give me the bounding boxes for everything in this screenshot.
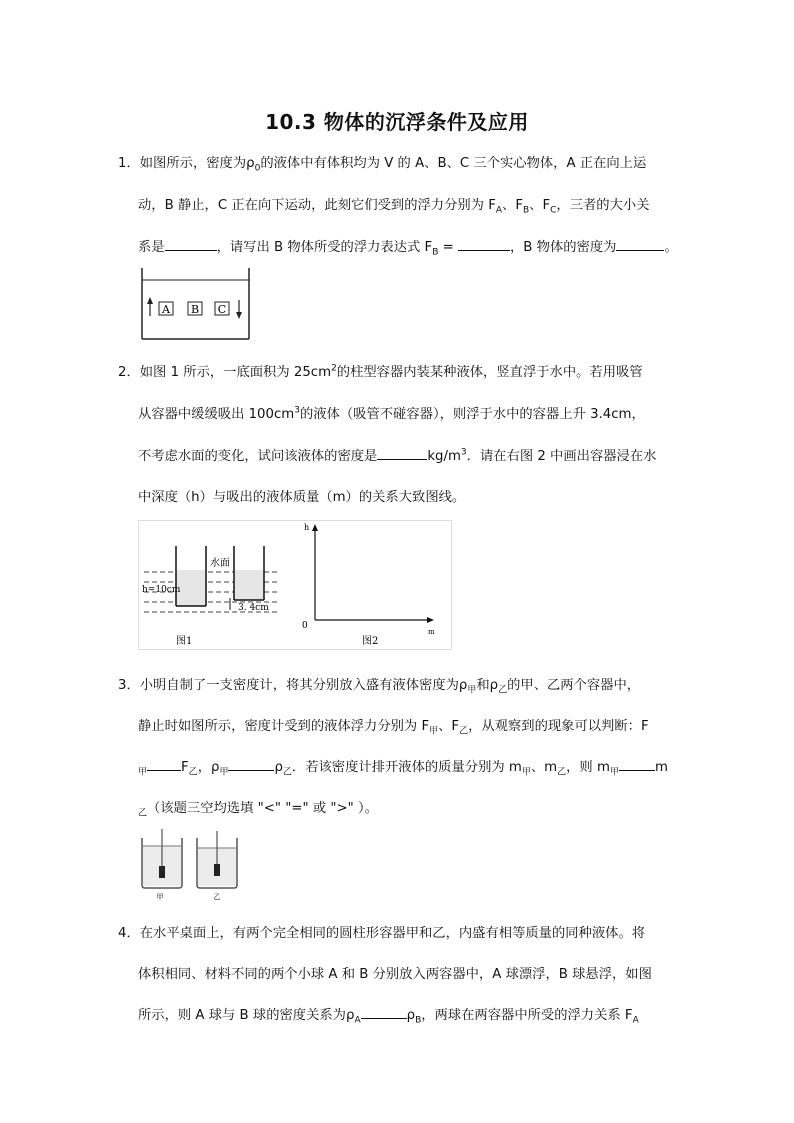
- axis-m-label: m: [428, 628, 435, 636]
- q4-line-2: 体积相同、材料不同的两个小球 A 和 B 分别放入两容器中，A 球漂浮，B 球悬浮，如图: [138, 967, 652, 982]
- q1-line-3: 系是 ，请写出 B 物体所受的浮力表达式 $F_B$ = ，B 物体的密度为 。: [138, 240, 678, 258]
- axis-h-label: h: [304, 523, 310, 532]
- q1-line-1: 1．如图所示，密度为$\rho_0$的液体中有体积均为 V 的 A、B、C 三个实心物体，A 正在向上运: [118, 156, 647, 174]
- q1-figure: [140, 266, 252, 342]
- answer-blank[interactable]: [458, 238, 510, 251]
- box-a-label: A: [162, 303, 170, 316]
- rise-label: 3. 4cm: [238, 603, 269, 613]
- q2-line-1: 2．如图 1 所示，一底面积为 $25cm^2$的柱型容器内装某种液体，竖直浮于水中。若用吸管: [118, 363, 643, 380]
- answer-blank[interactable]: [361, 1006, 407, 1019]
- answer-blank[interactable]: [377, 447, 427, 460]
- q4-line-1: 4．在水平桌面上，有两个完全相同的圆柱形容器甲和乙，内盛有相等质量的同种液体。将: [118, 926, 646, 941]
- q3-line-4: $_乙$（该题三空均选填 "<" "=" 或 ">" ）。: [138, 801, 378, 819]
- q3-line-2: 静止时如图所示，密度计受到的液体浮力分别为 $F_甲$、$F_乙$，从观察到的现象可以判断：F: [138, 719, 649, 737]
- beaker-yi-label: 乙: [213, 893, 221, 900]
- fig2-caption: 图2: [362, 636, 379, 647]
- q2-line-3: 不考虑水面的变化，试问该液体的密度是 $kg/m^3$．请在右图 2 中画出容器浸在水: [138, 447, 657, 464]
- box-b-label: B: [190, 303, 200, 316]
- depth-label: h=10cm: [142, 585, 181, 595]
- q3-figure: [140, 828, 248, 900]
- box-c-label: C: [217, 303, 227, 316]
- origin-label: 0: [302, 621, 308, 631]
- answer-blank[interactable]: [619, 758, 655, 771]
- answer-blank[interactable]: [228, 758, 274, 771]
- fig1-caption: 图1: [176, 636, 193, 647]
- q2-figure: [138, 520, 452, 650]
- q2-line-2: 从容器中缓缓吸出 $100cm^3$的液体（吸管不碰容器），则浮于水中的容器上升 3.4cm，: [138, 405, 645, 422]
- q3-line-3: $_甲$ $F_乙$，$\rho_甲$ $\rho_乙$．若该密度计排开液体的质量分别为 $m_甲$、$m_乙$，则 $m_甲$ m: [138, 760, 668, 778]
- water-surface-label: 水面: [210, 558, 230, 569]
- answer-blank[interactable]: [616, 238, 664, 251]
- q1-line-2: 动，B 静止，C 正在向下运动，此刻它们受到的浮力分别为 $F_A$、$F_B$、$F_C$，三者的大小关: [138, 198, 650, 216]
- q4-line-3: 所示，则 A 球与 B 球的密度关系为$\rho_A$ $\rho_B$，两球在两容器中所受的浮力关系 $F_A$: [138, 1008, 639, 1026]
- q2-line-4: 中深度（h）与吸出的液体质量（m）的关系大致图线。: [138, 490, 466, 505]
- page-title: 10.3 物体的沉浮条件及应用: [265, 110, 529, 134]
- q3-line-1: 3．小明自制了一支密度计，将其分别放入盛有液体密度为$\rho_甲$和$\rho_乙$的甲、乙两个容器中，: [118, 678, 641, 696]
- beaker-jia-label: 甲: [156, 893, 164, 900]
- answer-blank[interactable]: [165, 238, 217, 251]
- answer-blank[interactable]: [147, 758, 181, 771]
